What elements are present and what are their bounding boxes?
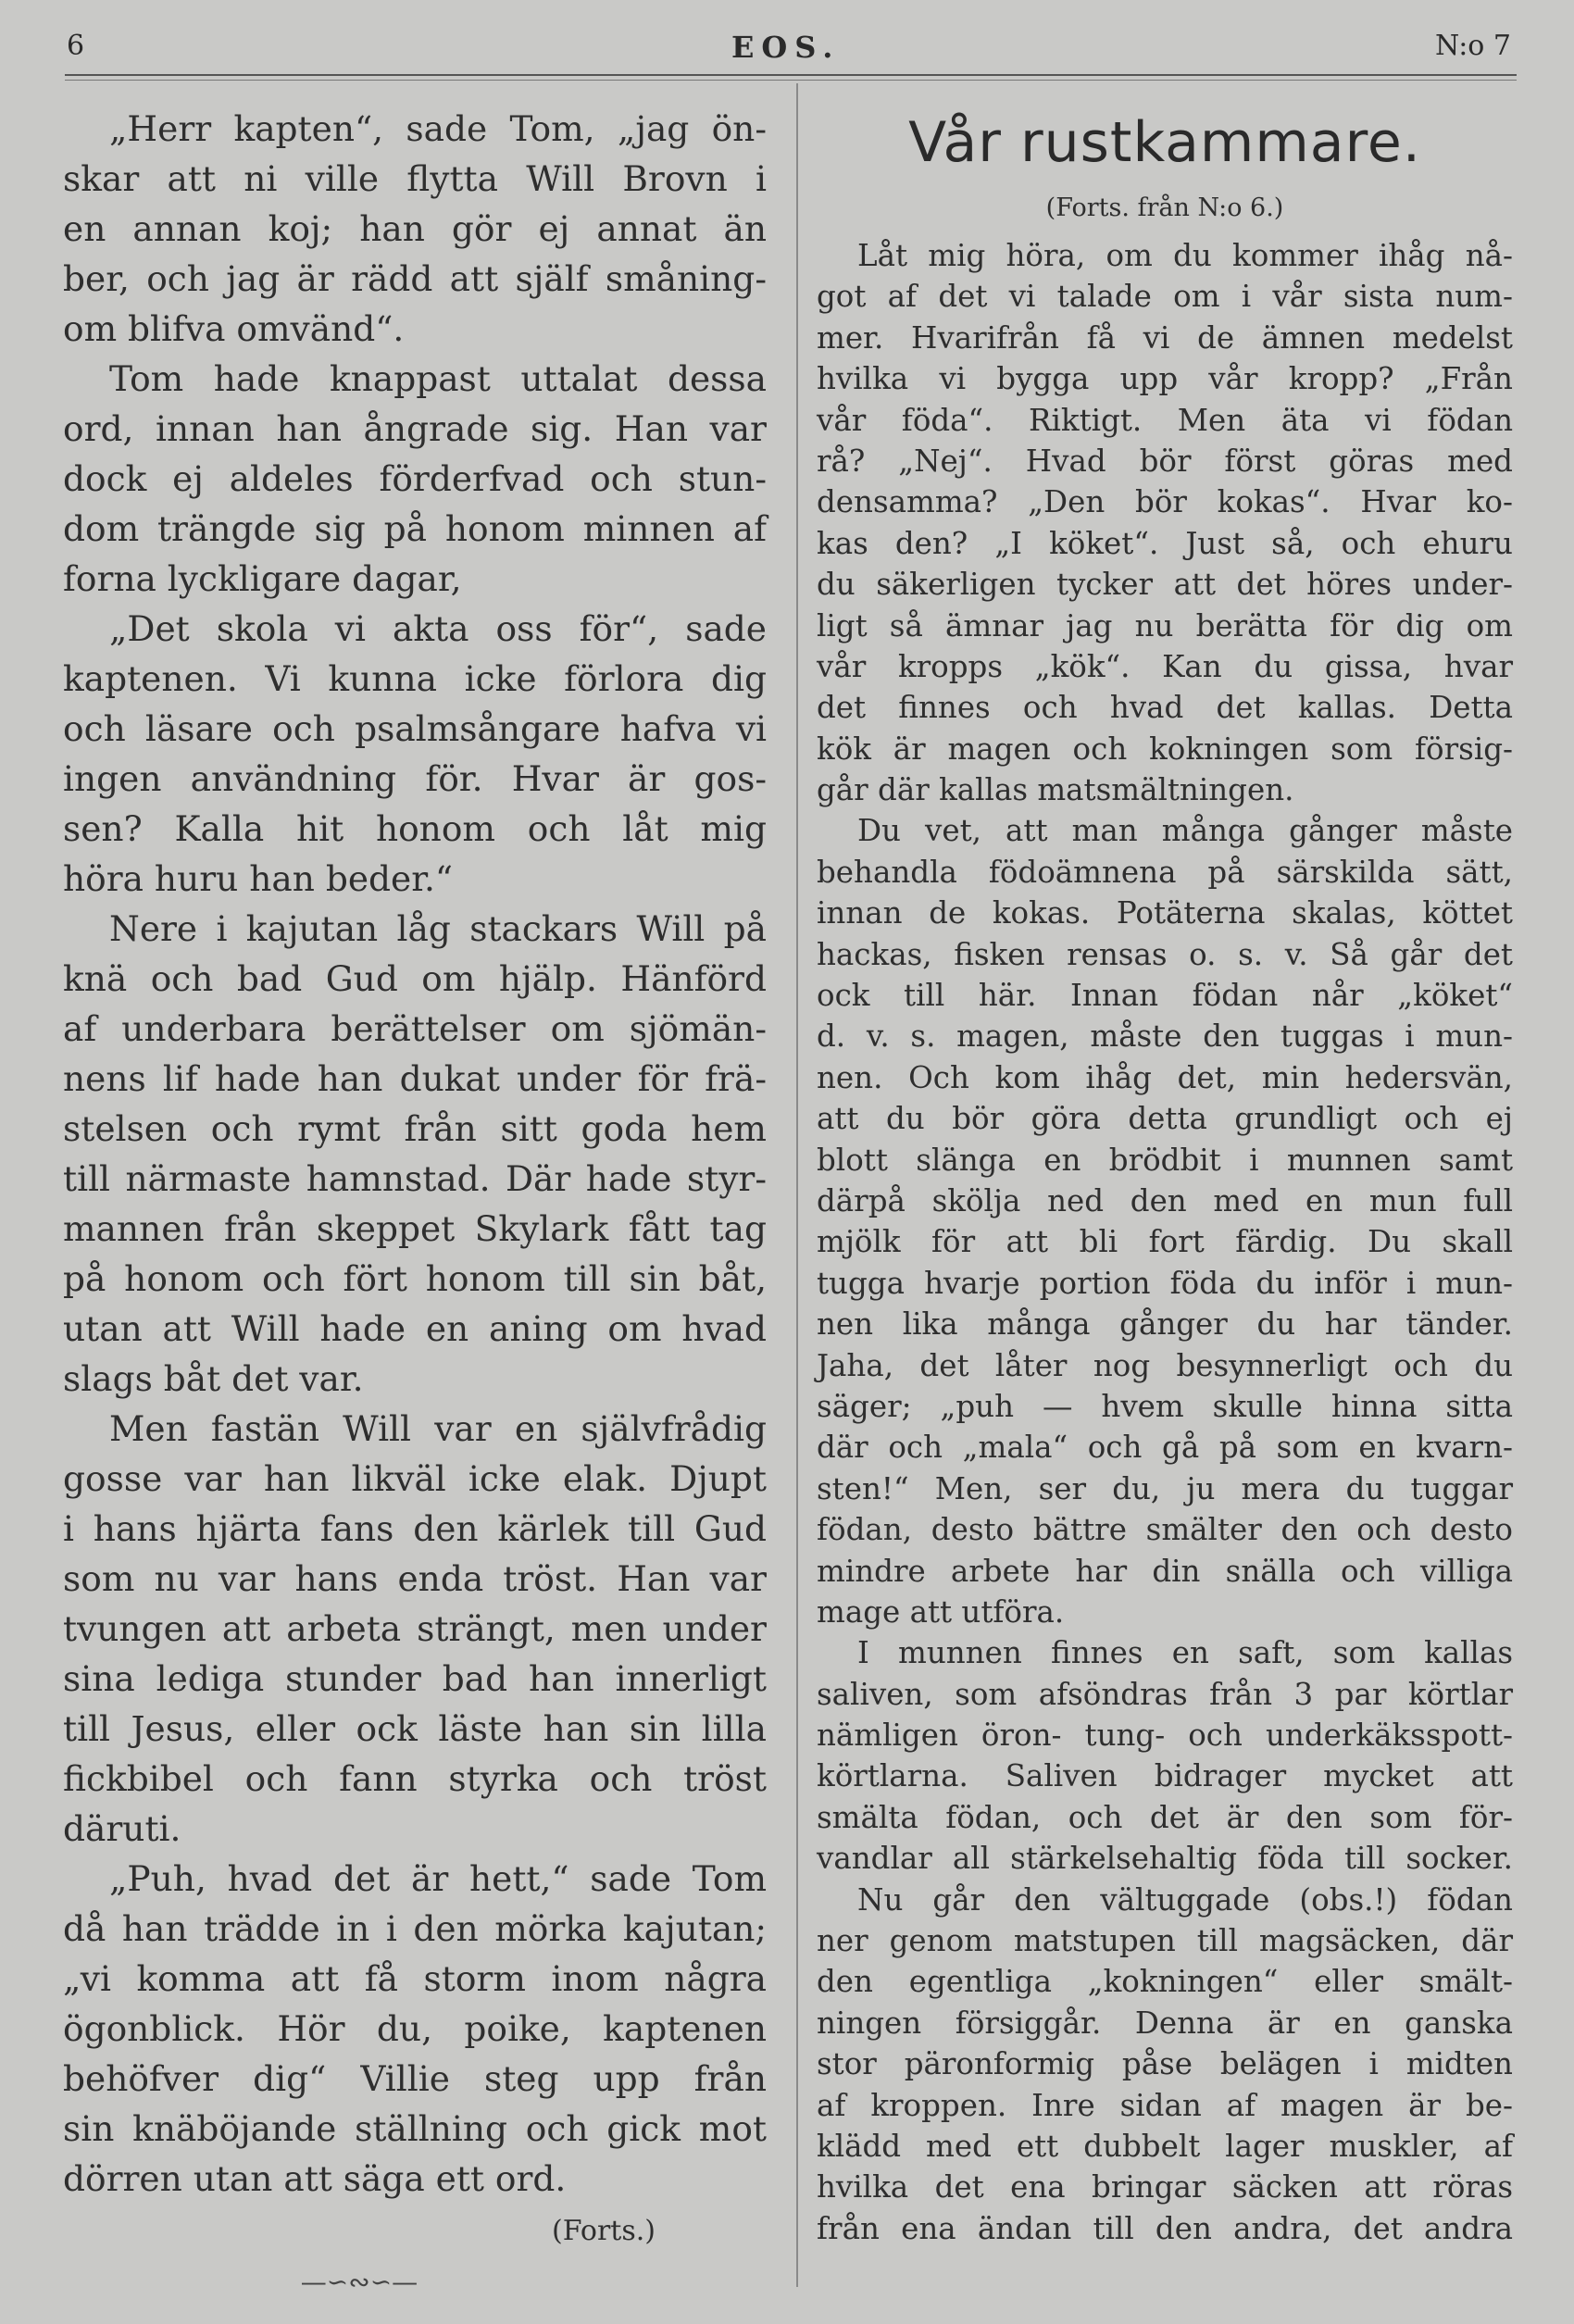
- text-line: Nu går den vältuggade (obs.!) födan: [857, 1881, 1513, 1918]
- text-line: nämligen öron- tung- och underkäksspott-: [817, 1718, 1513, 1754]
- text-line: d. v. s. magen, måste den tuggas i mun-: [817, 1018, 1513, 1055]
- text-line: nen. Och kom ihåg det, min hedersvän,: [817, 1059, 1513, 1095]
- page-number: 6: [67, 30, 85, 62]
- text-line: ögonblick. Hör du, poike, kaptenen: [63, 2008, 767, 2049]
- text-line: knä och bad Gud om hjälp. Hänförd: [63, 958, 767, 999]
- text-line: rå? „Nej“. Hvad bör först göras med: [817, 443, 1513, 479]
- text-line: som nu var hans enda tröst. Han var: [63, 1558, 767, 1599]
- text-line: slags båt det var.: [63, 1358, 364, 1399]
- text-line: forna lyckligare dagar,: [63, 558, 462, 599]
- text-line: då han trädde in i den mörka kajutan;: [63, 1908, 767, 1949]
- text-line: i hans hjärta fans den kärlek till Gud: [63, 1508, 767, 1549]
- text-line: dörren utan att säga ett ord.: [63, 2158, 567, 2199]
- text-line: till Jesus, eller ock läste han sin lilla: [63, 1708, 767, 1749]
- text-line: och läsare och psalmsångare hafva vi: [63, 708, 767, 749]
- text-line: sten!“ Men, ser du, ju mera du tuggar: [817, 1470, 1513, 1506]
- text-line: hackas, fisken rensas o. s. v. Så går det: [817, 936, 1513, 972]
- text-line: ord, innan han ångrade sig. Han var: [63, 408, 767, 449]
- text-line: tugga hvarje portion föda du inför i mun-: [817, 1265, 1513, 1301]
- text-line: mer. Hvarifrån få vi de ämnen medelst: [817, 319, 1513, 356]
- text-line: Låt mig höra, om du kommer ihåg nå-: [857, 238, 1513, 273]
- text-line: hvilka vi bygga upp vår kropp? „Från: [817, 361, 1513, 397]
- text-line: går där kallas matsmältningen.: [817, 772, 1294, 808]
- text-line: klädd med ett dubbelt lager muskler, af: [817, 2128, 1513, 2164]
- text-line: hvilka det ena bringar säcken att röras: [817, 2169, 1513, 2205]
- text-line: om blifva omvänd“.: [63, 308, 405, 349]
- text-line: densamma? „Den bör kokas“. Hvar ko-: [817, 484, 1513, 520]
- text-line: födan, desto bättre smälter den och desto: [817, 1512, 1513, 1548]
- text-line: innan de kokas. Potäterna skalas, köttet: [817, 895, 1513, 931]
- ornament-divider: —∽∾∽—: [300, 2267, 418, 2297]
- text-line: mage att utföra.: [817, 1593, 1065, 1630]
- text-line: vandlar all stärkelsehaltig föda till socker.: [817, 1841, 1513, 1877]
- text-line: „Herr kapten“, sade Tom, „jag ön-: [109, 108, 767, 149]
- text-line: därpå skölja ned den med en mun full: [817, 1182, 1513, 1218]
- text-line: ningen försiggår. Denna är en ganska: [817, 2005, 1513, 2041]
- text-line: kaptenen. Vi kunna icke förlora dig: [63, 658, 767, 699]
- text-line: tvungen att arbeta strängt, men under: [63, 1608, 767, 1649]
- text-line: från ena ändan till den andra, det andra: [817, 2210, 1513, 2246]
- text-line: sina lediga stunder bad han innerligt: [63, 1658, 767, 1699]
- text-line: däruti.: [63, 1808, 181, 1849]
- text-line: Jaha, det låter nog besynnerligt och du: [817, 1347, 1513, 1383]
- text-line: stor päronformig påse belägen i midten: [817, 2046, 1513, 2082]
- text-line: ock till här. Innan födan når „köket“: [817, 978, 1513, 1014]
- text-line: smälta födan, och det är den som för-: [817, 1799, 1513, 1835]
- text-line: det finnes och hvad det kallas. Detta: [817, 690, 1513, 726]
- text-line: sen? Kalla hit honom och låt mig: [63, 808, 767, 849]
- text-line: att du bör göra detta grundligt och ej: [817, 1101, 1513, 1137]
- text-line: stelsen och rymt från sitt goda hem: [63, 1108, 767, 1149]
- text-line: säger; „puh — hvem skulle hinna sitta: [817, 1388, 1513, 1424]
- text-line: kök är magen och kokningen som försig-: [817, 731, 1513, 767]
- continued-note: (Forts.): [552, 2215, 656, 2247]
- text-line: nen lika många gånger du har tänder.: [817, 1306, 1513, 1343]
- text-line: af kroppen. Inre sidan af magen är be-: [817, 2087, 1513, 2123]
- text-line: Nere i kajutan låg stackars Will på: [109, 908, 767, 949]
- text-line: körtlarna. Saliven bidrager mycket att: [817, 1758, 1513, 1794]
- text-line: mindre arbete har din snälla och villiga: [817, 1553, 1513, 1589]
- text-line: got af det vi talade om i vår sista num-: [817, 279, 1513, 315]
- text-line: där och „mala“ och gå på som en kvarn-: [817, 1430, 1513, 1466]
- text-line: behandla födoämnena på särskilda sätt,: [817, 854, 1513, 890]
- text-line: I munnen finnes en saft, som kallas: [857, 1635, 1513, 1671]
- text-line: behöfver dig“ Villie steg upp från: [63, 2058, 767, 2099]
- text-line: „vi komma att få storm inom några: [63, 1958, 767, 1999]
- text-line: dom trängde sig på honom minnen af: [63, 508, 767, 549]
- text-line: vår föda“. Riktigt. Men äta vi födan: [817, 402, 1513, 438]
- text-line: Tom hade knappast uttalat dessa: [109, 358, 767, 399]
- text-line: utan att Will hade en aning om hvad: [63, 1308, 767, 1349]
- text-line: skar att ni ville flytta Will Brovn i: [63, 158, 767, 199]
- text-line: kas den? „I köket“. Just så, och ehuru: [817, 525, 1513, 561]
- left-column: [63, 104, 767, 2305]
- text-line: „Det skola vi akta oss för“, sade: [109, 608, 767, 649]
- text-line: „Puh, hvad det är hett,“ sade Tom: [109, 1858, 767, 1899]
- text-line: sin knäböjande ställning och gick mot: [63, 2108, 767, 2149]
- text-line: fickbibel och fann styrka och tröst: [63, 1758, 767, 1799]
- text-line: du säkerligen tycker att det höres under-: [817, 567, 1513, 603]
- article-subtitle: (Forts. från N:o 6.): [1045, 194, 1284, 222]
- header-rule: [65, 74, 1517, 76]
- text-line: på honom och fört honom till sin båt,: [63, 1258, 767, 1299]
- text-line: nens lif hade han dukat under för frä-: [63, 1058, 767, 1099]
- text-line: mannen från skeppet Skylark fått tag: [63, 1208, 767, 1249]
- text-line: höra huru han beder.“: [63, 858, 454, 899]
- text-line: vår kropps „kök“. Kan du gissa, hvar: [817, 648, 1513, 684]
- header-rule-thin: [65, 80, 1517, 81]
- text-line: saliven, som afsöndras från 3 par körtlar: [817, 1676, 1513, 1712]
- text-line: blott slänga en brödbit i munnen samt: [817, 1142, 1513, 1178]
- text-line: ner genom matstupen till magsäcken, där: [817, 1923, 1513, 1959]
- text-line: dock ej aldeles förderfvad och stun-: [63, 458, 767, 499]
- text-line: ingen användning för. Hvar är gos-: [63, 758, 767, 799]
- text-line: en annan koj; han gör ej annat än: [63, 208, 767, 249]
- article-title: Vår rustkammare.: [908, 110, 1421, 175]
- text-line: Men fastän Will var en självfrådig: [109, 1408, 767, 1449]
- column-divider: [796, 83, 798, 2287]
- text-line: den egentliga „kokningen“ eller smält-: [817, 1964, 1513, 2000]
- text-line: gosse var han likväl icke elak. Djupt: [63, 1458, 767, 1499]
- text-line: till närmaste hamnstad. Där hade styr-: [63, 1158, 767, 1199]
- text-line: Du vet, att man många gånger måste: [857, 813, 1513, 849]
- issue-number: N:o 7: [1435, 30, 1511, 62]
- text-line: ligt så ämnar jag nu berätta för dig om: [817, 607, 1513, 643]
- masthead-title: EOS.: [731, 30, 841, 65]
- text-line: mjölk för att bli fort färdig. Du skall: [817, 1224, 1513, 1260]
- text-line: ber, och jag är rädd att själf småning-: [63, 258, 767, 299]
- text-line: af underbara berättelser om sjömän-: [63, 1008, 767, 1049]
- right-column: [817, 104, 1513, 2249]
